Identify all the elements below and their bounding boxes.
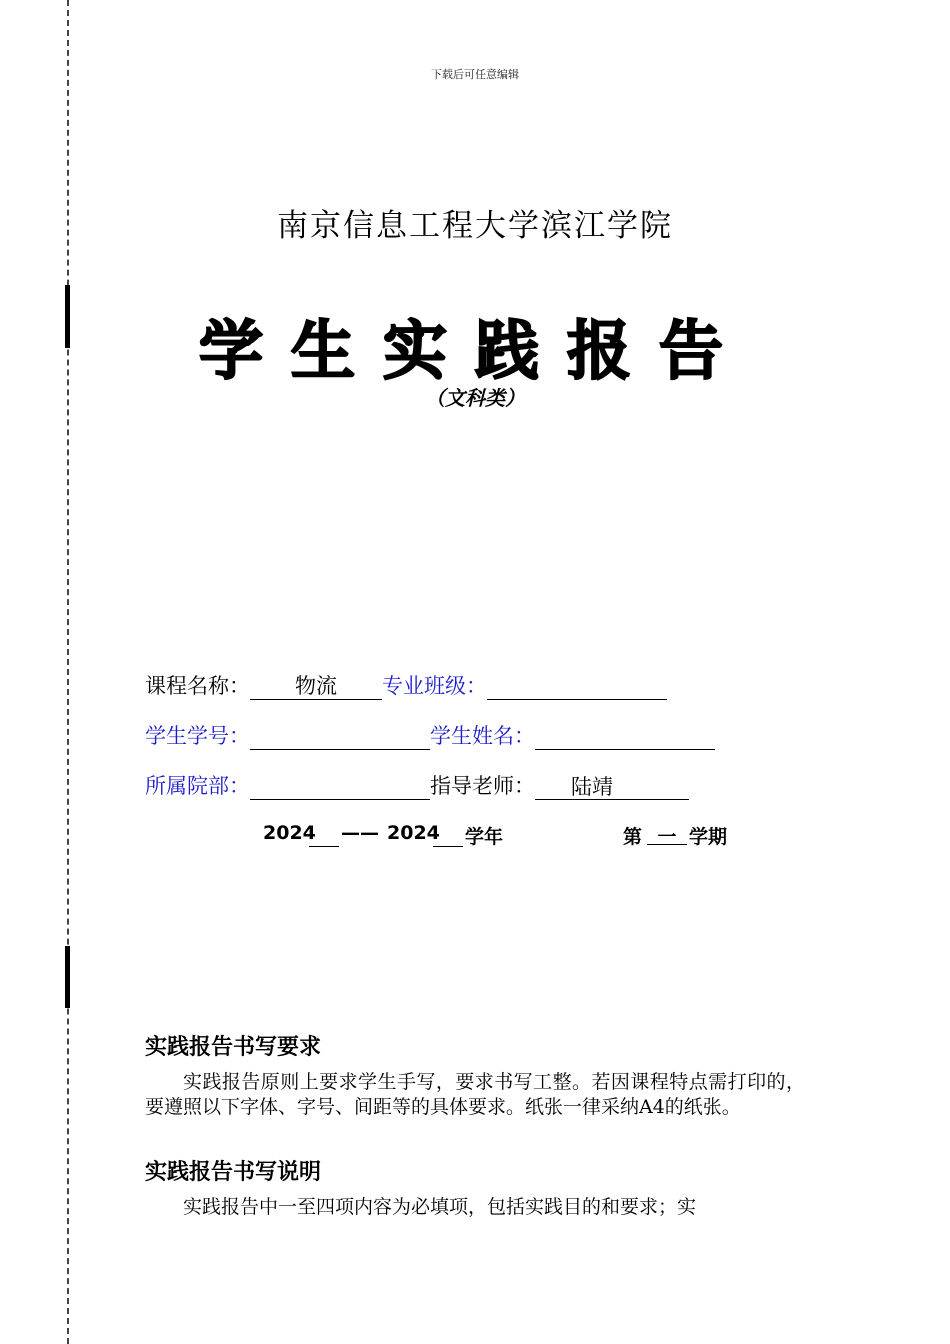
course-field[interactable]: 物流	[250, 673, 382, 700]
year-suffix: 学年	[465, 826, 504, 848]
header-note: 下载后可任意编辑	[431, 68, 519, 81]
report-category: （文科类）	[425, 386, 525, 410]
term-suffix: 学期	[689, 826, 728, 848]
term-value[interactable]: 一	[647, 822, 687, 845]
year-end-underline	[433, 826, 463, 847]
course-label: 课程名称：	[145, 674, 250, 698]
year-start-underline	[309, 826, 339, 847]
instructions-heading: 实践报告书写说明	[145, 1159, 322, 1185]
major-class-field[interactable]	[487, 673, 667, 700]
year-start: 2024	[263, 822, 316, 844]
student-id-label: 学生学号：	[145, 724, 250, 748]
advisor-field[interactable]: 陆靖	[535, 774, 689, 800]
form-row-course	[145, 668, 667, 700]
department-field[interactable]	[250, 773, 430, 800]
binding-mark-bottom	[65, 946, 70, 1008]
student-id-field[interactable]	[250, 723, 430, 750]
student-name-label: 学生姓名：	[430, 724, 535, 748]
requirements-body: 实践报告原则上要求学生手写，要求书写工整。若因课程特点需打印的，要遵照以下字体、字号、间距等的具体要求。纸张一律采纳A4的纸张。	[145, 1071, 805, 1118]
term-prefix: 第	[623, 826, 643, 848]
term-row	[263, 822, 783, 850]
form-row-student	[145, 718, 715, 750]
form-row-department	[145, 768, 689, 800]
report-title: 学生实践报告	[199, 314, 751, 389]
advisor-label: 指导老师：	[430, 774, 535, 798]
major-class-label: 专业班级：	[382, 674, 487, 698]
instructions-body: 实践报告中一至四项内容为必填项，包括实践目的和要求；实	[183, 1196, 697, 1218]
student-name-field[interactable]	[535, 723, 715, 750]
department-label: 所属院部：	[145, 774, 250, 798]
year-dash: ——	[341, 822, 379, 844]
year-end: 2024	[387, 822, 440, 844]
school-name: 南京信息工程大学滨江学院	[277, 208, 673, 244]
requirements-heading: 实践报告书写要求	[145, 1034, 322, 1060]
